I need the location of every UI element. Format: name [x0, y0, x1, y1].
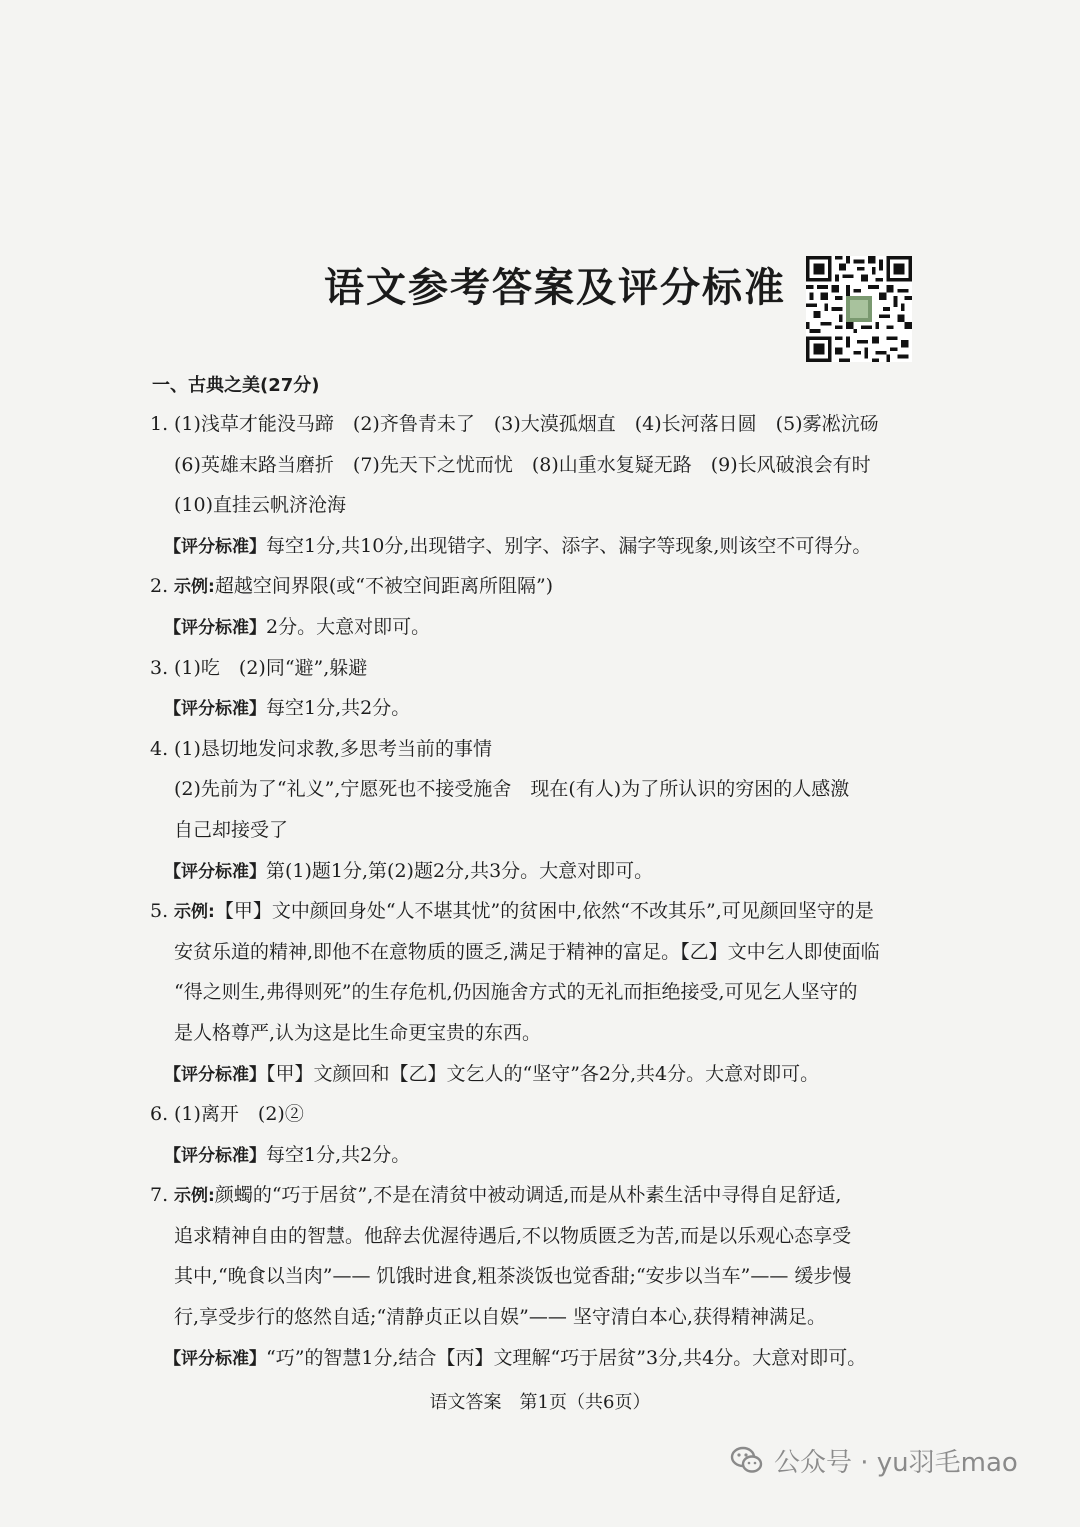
scoring-criteria — [150, 1338, 960, 1379]
criteria-label: 【评分标准】 — [164, 617, 266, 638]
criteria-label: 【评分标准】 — [164, 699, 266, 720]
question-number: 5. — [150, 900, 169, 923]
answer-text: 行,享受步行的悠然自适;“清静贞正以自娱”—— 坚守清白本心,获得精神满足。 — [174, 1306, 826, 1329]
answer-text: 追求精神自由的智慧。他辞去优渥待遇后,不以物质匮乏为苦,而是以乐观心态享受 — [174, 1224, 852, 1247]
criteria-text: 每空1分,共2分。 — [266, 697, 411, 720]
scoring-criteria — [150, 526, 960, 567]
answer-text: (1)恳切地发问求教,多思考当前的事情 — [174, 737, 492, 760]
answer-text: 【甲】文中颜回身处“人不堪其忧”的贫困中,依然“不改其乐”,可见颜回坚守的是 — [214, 900, 874, 923]
criteria-label: 【评分标准】 — [164, 1064, 266, 1085]
answer-text: “得之则生,弗得则死”的生存危机,仍因施舍方式的无礼而拒绝接受,可见乞人坚守的 — [174, 981, 858, 1004]
answer-text: (10)直挂云帆济沧海 — [174, 494, 347, 517]
criteria-label: 【评分标准】 — [164, 1348, 266, 1369]
section-heading: 一、古典之美(27分) — [152, 375, 320, 396]
criteria-label: 【评分标准】 — [164, 861, 266, 882]
wechat-watermark — [730, 1440, 1018, 1480]
answer-text: (2)先前为了“礼义”,宁愿死也不接受施舍 现在(有人)为了所认识的穷困的人感激 — [174, 778, 850, 801]
answer-text: (6)英雄末路当磨折 (7)先天下之忧而忧 (8)山重水复疑无路 (9)长风破浪会有时 — [174, 453, 871, 476]
example-label: 示例: — [174, 902, 215, 923]
question-7 — [150, 1175, 960, 1216]
answer-text: (1)离开 (2)② — [174, 1103, 304, 1126]
answer-text: (1)吃 (2)同“避”,躲避 — [174, 656, 368, 679]
question-number: 6. — [150, 1103, 169, 1126]
answer-content — [150, 368, 960, 1378]
criteria-text: 【甲】文颜回和【乙】文乞人的“坚守”各2分,共4分。大意对即可。 — [266, 1062, 820, 1085]
criteria-text: 2分。大意对即可。 — [266, 615, 431, 638]
question-number: 7. — [150, 1184, 169, 1207]
answer-text: (1)浅草才能没马蹄 (2)齐鲁青未了 (3)大漠孤烟直 (4)长河落日圆 (5)雾凇沆砀 — [174, 413, 879, 435]
watermark-text: 公众号 · yu羽毛mao — [774, 1447, 1018, 1478]
example-label: 示例: — [174, 1186, 215, 1207]
question-1 — [150, 404, 960, 445]
answer-text: 超越空间界限(或“不被空间距离所阻隔”) — [214, 575, 554, 598]
question-number: 1. — [150, 413, 169, 435]
question-6 — [150, 1094, 960, 1135]
criteria-label: 【评分标准】 — [164, 1145, 266, 1166]
criteria-label: 【评分标准】 — [164, 536, 266, 557]
answer-text: 是人格尊严,认为这是比生命更宝贵的东西。 — [174, 1021, 542, 1044]
question-3 — [150, 648, 960, 689]
criteria-text: 每空1分,共10分,出现错字、别字、添字、漏字等现象,则该空不可得分。 — [266, 534, 872, 557]
page-footer: 语文答案 第1页（共6页） — [429, 1392, 651, 1413]
question-5 — [150, 891, 960, 932]
criteria-text: 第(1)题1分,第(2)题2分,共3分。大意对即可。 — [266, 859, 654, 882]
question-number: 3. — [150, 656, 169, 679]
answer-text: 颜蠋的“巧于居贫”,不是在清贫中被动调适,而是从朴素生活中寻得自足舒适, — [214, 1184, 842, 1207]
question-4 — [150, 729, 960, 770]
answer-text: 其中,“晚食以当肉”—— 饥饿时进食,粗茶淡饭也觉香甜;“安步以当车”—— 缓步慢 — [174, 1265, 852, 1288]
scoring-criteria — [150, 1135, 960, 1176]
scoring-criteria — [150, 607, 960, 648]
criteria-text: 每空1分,共2分。 — [266, 1143, 411, 1166]
criteria-text: “巧”的智慧1分,结合【丙】文理解“巧于居贫”3分,共4分。大意对即可。 — [266, 1346, 867, 1369]
answer-text: 安贫乐道的精神,即他不在意物质的匮乏,满足于精神的富足。【乙】文中乞人即使面临 — [174, 940, 880, 963]
wechat-icon — [730, 1445, 764, 1475]
scoring-criteria — [150, 1054, 960, 1095]
question-2 — [150, 566, 960, 607]
page-title: 语文参考答案及评分标准 — [324, 265, 786, 311]
answer-text: 自己却接受了 — [174, 818, 289, 841]
question-number: 2. — [150, 575, 169, 598]
scoring-criteria — [150, 688, 960, 729]
question-number: 4. — [150, 737, 169, 760]
example-label: 示例: — [174, 577, 215, 598]
qr-code — [806, 256, 912, 362]
scoring-criteria — [150, 851, 960, 892]
